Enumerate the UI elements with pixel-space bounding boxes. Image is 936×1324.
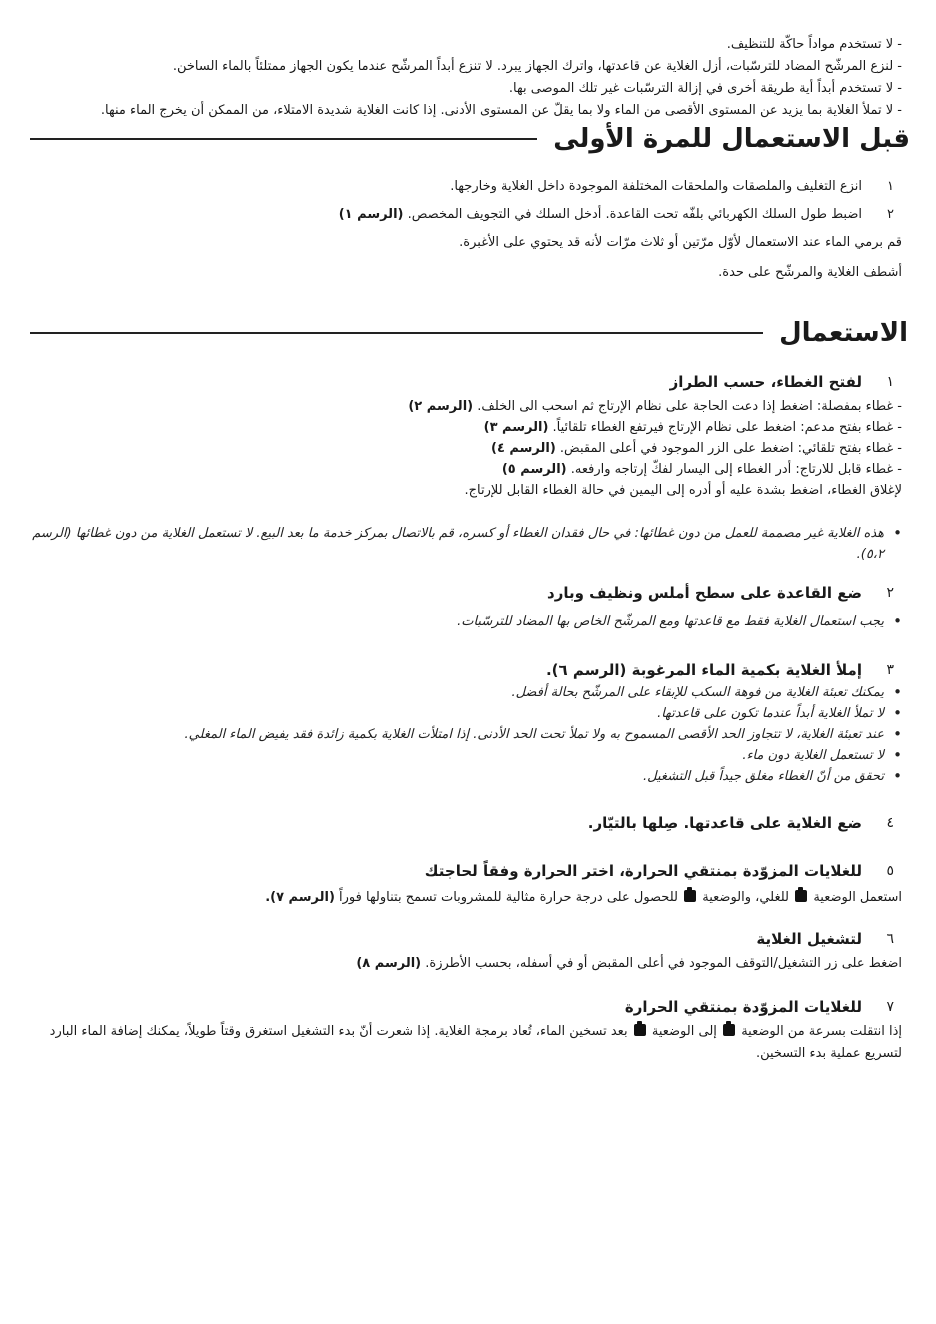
list-item: - لا تستخدم أبداً أية طريقة أخرى في إزالة الترسّبات غير تلك الموصى بها. (30, 78, 902, 100)
intro-warnings (30, 34, 902, 122)
list-item: - لنزع المرشّح المضاد للترسّبات، أزل الغلاية عن قاعدتها، واترك الجهاز يبرد. لا تنزع أبداً المرشّح عندما يكون الجهاز ممتلئاً بالماء الساخن. (30, 56, 902, 78)
paragraph: استعمل الوضعية للغلي، والوضعية للحصول على درجة حرارة مثالية للمشروبات تسمح بتناولها فوراً (الرسم ٧). (265, 890, 902, 905)
kettle-boil-icon (795, 890, 807, 902)
list-item: - غطاء قابل للارتاج: أدر الغطاء إلى اليسار لفكّ إرتاجه وارفعه. (الرسم ٥) (30, 459, 902, 480)
figure-ref: (الرسم ١) (338, 207, 404, 222)
section-header-usage (30, 318, 908, 348)
usage-step-6: ٦ لتشغيل الغلاية اضغط على زر التشغيل/التوقف الموجود في أعلى المقبض أو في أسفله، بحسب الأطرزة. (الرسم ٨) (30, 927, 902, 975)
step-title: للغلايات المزوّدة بمنتقي الحرارة، اختر الحرارة وفقاً لحاجتك (424, 862, 862, 880)
cup-icon (684, 890, 696, 902)
list-item: • عند تعبئة الغلاية، لا تتجاوز الحد الأقصى المسموح به ولا تملأ تحت الحد الأدنى. إذا امتلأت الغلاية بكمية زائدة فقد يفيض الماء المغلي. (30, 724, 902, 745)
first-use-steps (30, 176, 902, 226)
section-header-first-use (30, 124, 910, 154)
section-title: قبل الاستعمال للمرة الأولى (553, 124, 910, 154)
step-title: لتشغيل الغلاية (756, 930, 862, 948)
list-item: - غطاء بفتح مدعم: اضغط على نظام الإرتاج فيرتفع الغطاء تلقائياً. (الرسم ٣) (30, 417, 902, 438)
paragraph: لإغلاق الغطاء، اضغط بشدة عليه أو أدره إلى اليمين في حالة الغطاء القابل للإرتاج. (464, 483, 902, 498)
usage-step-4: ٤ ضع الغلاية على قاعدتها. صِلها بالتيّار. (30, 811, 902, 835)
note-list (30, 682, 902, 787)
step-title: إملأ الغلاية بكمية الماء المرغوبة (الرسم ٦). (545, 661, 862, 679)
usage-step-3: ٣ إملأ الغلاية بكمية الماء المرغوبة (الرسم ٦). • يمكنك تعبئة الغلاية من فوهة السكب للإبقاء على المرشّح بحالة أفضل. • لا تملأ الغلاية أبداً عندما تكون على قاعدتها. • عند تعبئة الغلاية، لا تتجاوز الحد الأقصى المسموح به ولا تملأ تحت الحد الأدنى. إذا امتلأت الغلاية بكمية زائدة فقد يفيض الماء المغلي. • لا تستعمل الغلاية دون ماء. • تحقق من أنّ الغطاء مغلق جيداً قبل التشغيل. (30, 658, 902, 787)
list-item: - غطاء بمفصلة: اضغط إذا دعت الحاجة على نظام الإرتاج ثم اسحب الى الخلف. (الرسم ٢) (30, 396, 902, 417)
note-list (30, 523, 902, 565)
usage-step-7: ٧ للغلايات المزوّدة بمنتقي الحرارة إذا انتقلت بسرعة من الوضعية إلى الوضعية بعد تسخين الماء، تُعاد برمجة الغلاية. إذا شعرت أنّ بدء التشغيل استغرق وقتاً طويلاً، يمكنك إضافة الماء البارد لتسريع عملية بدء التسخين. (30, 995, 902, 1065)
paragraph: إذا انتقلت بسرعة من الوضعية إلى الوضعية بعد تسخين الماء، تُعاد برمجة الغلاية. إذا شعرت أنّ بدء التشغيل استغرق وقتاً طويلاً، يمكنك إضافة الماء البارد لتسريع عملية بدء التسخين. (49, 1024, 902, 1061)
list-item: • هذه الغلاية غير مصممة للعمل من دون غطائها: في حال فقدان الغطاء أو كسره، قم بالاتصال بمركز خدمة ما بعد البيع. لا تستعمل الغلاية من دون غطائها (الرسم ٥،٢). (30, 523, 902, 565)
list-item: • تحقق من أنّ الغطاء مغلق جيداً قبل التشغيل. (30, 766, 902, 787)
section-divider (30, 332, 763, 334)
list-item: - لا تملأ الغلاية بما يزيد عن المستوى الأقصى من الماء ولا بما يقلّ عن المستوى الأدنى. إذا كانت الغلاية شديدة الامتلاء، من الممكن أن يخرج الماء منها. (30, 100, 902, 122)
list-item: - لا تستخدم مواداً حاكّة للتنظيف. (30, 34, 902, 56)
step-title: لفتح الغطاء، حسب الطراز (669, 373, 862, 391)
list-item: • يمكنك تعبئة الغلاية من فوهة السكب للإبقاء على المرشّح بحالة أفضل. (30, 682, 902, 703)
list-item: ٢ اضبط طول السلك الكهربائي بلفّه تحت القاعدة. أدخل السلك في التجويف المخصص. (الرسم ١) (338, 207, 894, 222)
list-item: • لا تستعمل الغلاية دون ماء. (30, 745, 902, 766)
step-title: ضع القاعدة على سطح أملس ونظيف وبارد (547, 584, 862, 602)
kettle-boil-icon (634, 1024, 646, 1036)
lid-types-list (30, 396, 902, 480)
list-item: - غطاء بفتح تلقائي: اضغط على الزر الموجود في أعلى المقبض. (الرسم ٤) (30, 438, 902, 459)
cup-icon (723, 1024, 735, 1036)
figure-ref: (الرسم ٧). (265, 890, 335, 905)
manual-page (30, 34, 910, 1073)
list-item: • لا تملأ الغلاية أبداً عندما تكون على قاعدتها. (30, 703, 902, 724)
usage-step-5: ٥ للغلايات المزوّدة بمنتقي الحرارة، اختر الحرارة وفقاً لحاجتك استعمل الوضعية للغلي، والوضعية للحصول على درجة حرارة مثالية للمشروبات تسمح بتناولها فوراً (الرسم ٧). (30, 859, 902, 909)
step-title: ضع الغلاية على قاعدتها. صِلها بالتيّار. (587, 814, 862, 832)
usage-step-2: ٢ ضع القاعدة على سطح أملس ونظيف وبارد • يجب استعمال الغلاية فقط مع قاعدتها ومع المرشّح الخاص بها المضاد للترسّبات. (30, 581, 902, 632)
list-item: • يجب استعمال الغلاية فقط مع قاعدتها ومع المرشّح الخاص بها المضاد للترسّبات. (30, 611, 902, 632)
section-divider (30, 138, 537, 140)
usage-step-1: ١ لفتح الغطاء، حسب الطراز - غطاء بمفصلة: اضغط إذا دعت الحاجة على نظام الإرتاج ثم اسحب الى الخلف. (الرسم ٢) - غطاء بفتح مدعم: اضغط على نظام الإرتاج فيرتفع الغطاء تلقائياً. (الرسم ٣) - غطاء بفتح تلقائي: اضغط على الزر الموجود في أعلى المقبض. (الرسم ٤) - غطاء قابل للارتاج: أدر الغطاء إلى اليسار لفكّ إرتاجه وارفعه. (الرسم ٥) لإغلاق الغطاء، اضغط بشدة عليه أو أدره إلى اليمين في حالة الغطاء القابل للإرتاج. • هذه الغلاية غير مصممة للعمل من دون غطائها: في حال فقدان الغطاء أو كسره، قم بالاتصال بمركز خدمة ما بعد البيع. لا تستعمل الغلاية من دون غطائها (الرسم ٥،٢). (30, 370, 902, 565)
section-title: الاستعمال (779, 318, 908, 348)
paragraph: قم برمي الماء عند الاستعمال لأوّل مرّتين أو ثلاث مرّات لأنه قد يحتوي على الأغبرة. (459, 235, 902, 250)
note-list (30, 611, 902, 632)
paragraph: أشطف الغلاية والمرشّح على حدة. (718, 265, 902, 280)
paragraph: اضغط على زر التشغيل/التوقف الموجود في أعلى المقبض أو في أسفله، بحسب الأطرزة. (الرسم ٨) (356, 956, 902, 971)
figure-ref: (الرسم ٨) (356, 956, 422, 971)
list-item: ١ انزع التغليف والملصقات والملحقات المختلفة الموجودة داخل الغلاية وخارجها. (450, 179, 894, 194)
step-title: للغلايات المزوّدة بمنتقي الحرارة (624, 998, 862, 1016)
